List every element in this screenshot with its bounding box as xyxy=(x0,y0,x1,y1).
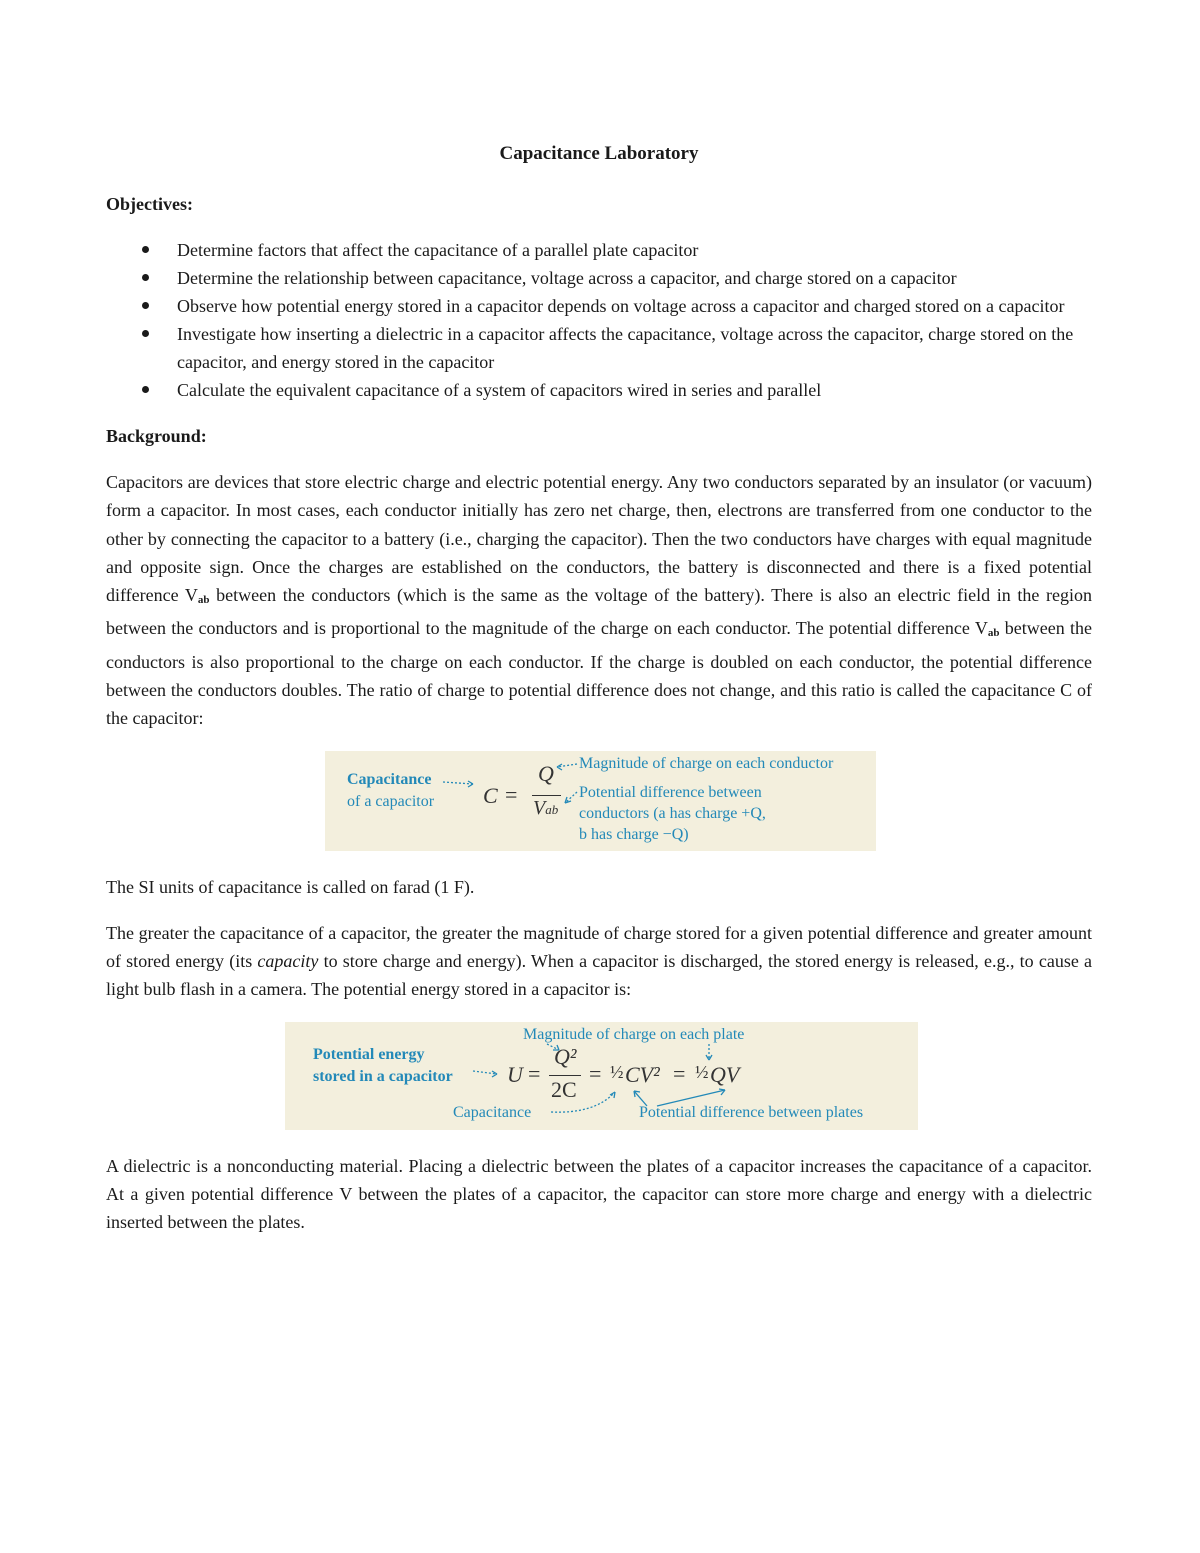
math-symbol: = xyxy=(528,1060,541,1086)
math-symbol: C xyxy=(483,782,498,808)
capacitance-formula-figure xyxy=(325,751,876,851)
figure-note: Potential difference between plates xyxy=(639,1103,864,1121)
math-numerator: Q xyxy=(538,760,554,786)
energy-formula-figure xyxy=(285,1022,918,1130)
math-symbol: = xyxy=(505,781,518,807)
figure-note: b has charge −Q) xyxy=(579,825,689,843)
objective-text: Investigate how inserting a dielectric in a capacitor affects the capacitance, voltage across the capacitor, charge stored on the capacitor, and energy stored in the capacitor xyxy=(177,324,1074,372)
figure-label: Capacitance xyxy=(347,770,432,788)
math-symbol: CV² xyxy=(625,1061,660,1087)
background-paragraph-1: Capacitors are devices that store electric charge and electric potential energy. Any two conductors separated by an insulator (or vacuum) form a capacitor. In most cases, each conductor initially has zero net charge, then, electrons are transferred from one conductor to the other by connecting the capacitor to a battery (i.e., charging the capacitor). Then the two conductors have charges with equal magnitude and opposite sign. Once the charges are established on the conductors, the battery is disconnected and there is a fixed potential difference Vab between the conductors (which is the same as the voltage of the battery). There is also an electric field in the region between the conductors and is proportional to the magnitude of the charge on each conductor. The potential difference Vab between the conductors is also proportional to the charge on each conductor. If the charge is doubled on each conductor, the potential difference between the conductors doubles. The ratio of charge to potential difference does not change, and this ratio is called the capacitance C of the capacitor: xyxy=(106,472,1092,729)
objectives-list xyxy=(106,236,1092,404)
math-symbol: ½ xyxy=(695,1061,709,1082)
figure-note: conductors (a has charge +Q, xyxy=(579,804,766,822)
objective-item xyxy=(106,292,1092,320)
math-symbol: U xyxy=(507,1061,523,1087)
figure-note: Magnitude of charge on each plate xyxy=(523,1025,745,1043)
document-page xyxy=(106,140,1092,1254)
objectives-heading: Objectives: xyxy=(106,194,193,214)
math-denominator: Vab xyxy=(533,796,559,819)
objective-item xyxy=(106,376,1092,404)
objective-text: Determine the relationship between capacitance, voltage across a capacitor, and charge stored on a capacitor xyxy=(177,268,957,288)
math-symbol: ½ xyxy=(610,1061,624,1082)
figure-label: Potential energy xyxy=(313,1045,425,1063)
objective-text: Determine factors that affect the capacitance of a parallel plate capacitor xyxy=(177,240,699,260)
objective-item xyxy=(106,236,1092,264)
bullet-icon xyxy=(142,330,149,337)
math-symbol: = xyxy=(589,1060,602,1086)
figure-note: Potential difference between xyxy=(579,783,762,801)
si-units-text: The SI units of capacitance is called on farad (1 F). xyxy=(106,876,475,897)
document-title: Capacitance Laboratory xyxy=(499,143,699,164)
math-symbol: QV xyxy=(710,1061,740,1087)
bullet-icon xyxy=(142,386,149,393)
background-paragraph-2: The greater the capacitance of a capacitor, the greater the magnitude of charge stored for a given potential difference and greater amount of stored energy (its capacity to store charge and energy). When a capacitor is discharged, the stored energy is released, e.g., to cause a light bulb flash in a camera. The potential energy stored in a capacitor is: xyxy=(106,922,1092,1000)
bullet-icon xyxy=(142,246,149,253)
math-denominator: 2C xyxy=(551,1076,577,1102)
math-symbol: = xyxy=(673,1060,686,1086)
figure-label: of a capacitor xyxy=(347,792,435,810)
background-paragraph-3: A dielectric is a nonconducting material. Placing a dielectric between the plates of a capacitor increases the capacitance of a capacitor. At a given potential difference V between the plates of a capacitor, the capacitor can store more charge and energy with a dielectric inserted between the plates. xyxy=(106,1155,1092,1233)
objective-item xyxy=(106,320,1092,376)
annotation-arrows xyxy=(325,751,876,851)
bullet-icon xyxy=(142,302,149,309)
figure-note: Capacitance xyxy=(453,1103,532,1121)
objective-item xyxy=(106,264,1092,292)
annotation-arrows xyxy=(285,1022,918,1130)
objective-text: Calculate the equivalent capacitance of a system of capacitors wired in series and parallel xyxy=(177,380,822,400)
background-heading: Background: xyxy=(106,426,207,446)
math-numerator: Q² xyxy=(554,1043,577,1069)
figure-note: Magnitude of charge on each conductor xyxy=(579,754,834,772)
bullet-icon xyxy=(142,274,149,281)
figure-label: stored in a capacitor xyxy=(313,1067,453,1085)
objective-text: Observe how potential energy stored in a capacitor depends on voltage across a capacitor and charged stored on a capacitor xyxy=(177,296,1065,316)
